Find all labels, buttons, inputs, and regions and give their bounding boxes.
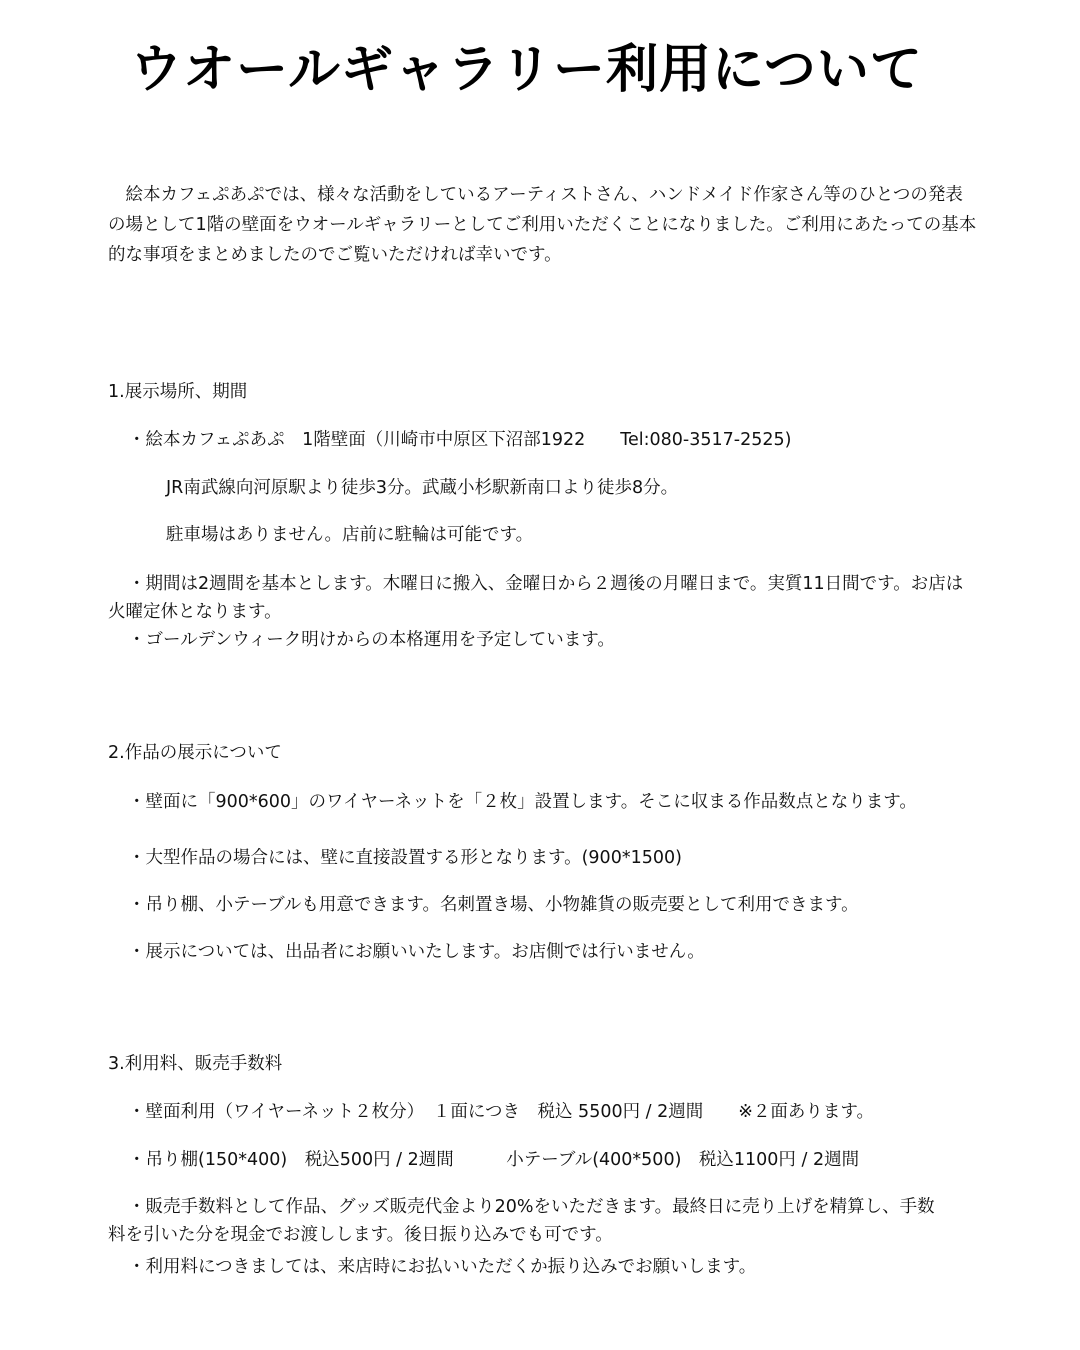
intro-paragraph: 絵本カフェぷあぷでは、様々な活動をしているアーティストさん、ハンドメイド作家さん等のひとつの発表の場として1階の壁面をウオールギャラリーとしてご利用いただくことになりました。ご利用にあたっての基本的な事項をまとめましたのでご覧いただければ幸いです。	[108, 185, 977, 265]
section-heading: 3.利用料、販売手数料	[108, 1054, 283, 1074]
wire-net-paragraph: ・壁面に「900*600」のワイヤーネットを「２枚」設置します。そこに収まる作品数点となります。	[128, 792, 917, 812]
section-fees	[108, 1050, 988, 1290]
access-line: JR南武線向河原駅より徒歩3分。武蔵小杉駅新南口より徒歩8分。	[166, 478, 679, 498]
options-fee-line: ・吊り棚(150*400) 税込500円 / 2週間 小テーブル(400*500) 税込1100円 / 2週間	[128, 1150, 860, 1170]
section-heading: 2.作品の展示について	[108, 743, 282, 763]
start-line: ・ゴールデンウィーク明けからの本格運用を予定しています。	[128, 630, 615, 650]
location-line: ・絵本カフェぷあぷ 1階壁面（川崎市中原区下沼部1922 Tel:080-3517-2525)	[128, 430, 792, 450]
wall-fee-line: ・壁面利用（ワイヤーネット２枚分） １面につき 税込 5500円 / 2週間 ※２面あります。	[128, 1102, 875, 1122]
shelf-table-line: ・吊り棚、小テーブルも用意できます。名刺置き場、小物雑貨の販売要として利用できます。	[128, 895, 859, 915]
section-display	[108, 739, 988, 979]
display-responsibility-line: ・展示については、出品者にお願いいたします。お店側では行いません。	[128, 942, 705, 962]
period-paragraph: ・期間は2週間を基本とします。木曜日に搬入、金曜日から２週後の月曜日まで。実質11日間です。お店は火曜定休となります。	[108, 574, 964, 622]
parking-line: 駐車場はありません。店前に駐輪は可能です。	[166, 525, 534, 545]
section-location-period	[108, 378, 988, 668]
large-work-line: ・大型作品の場合には、壁に直接設置する形となります。(900*1500)	[128, 848, 682, 868]
commission-paragraph: ・販売手数料として作品、グッズ販売代金より20%をいただきます。最終日に売り上げを精算し、手数料を引いた分を現金でお渡しします。後日振り込みでも可です。	[108, 1197, 935, 1245]
section-heading: 1.展示場所、期間	[108, 382, 248, 402]
page-title: ウオールギャラリー利用について	[130, 40, 923, 100]
payment-line: ・利用料につきましては、来店時にお払いいただくか振り込みでお願いします。	[128, 1257, 757, 1277]
